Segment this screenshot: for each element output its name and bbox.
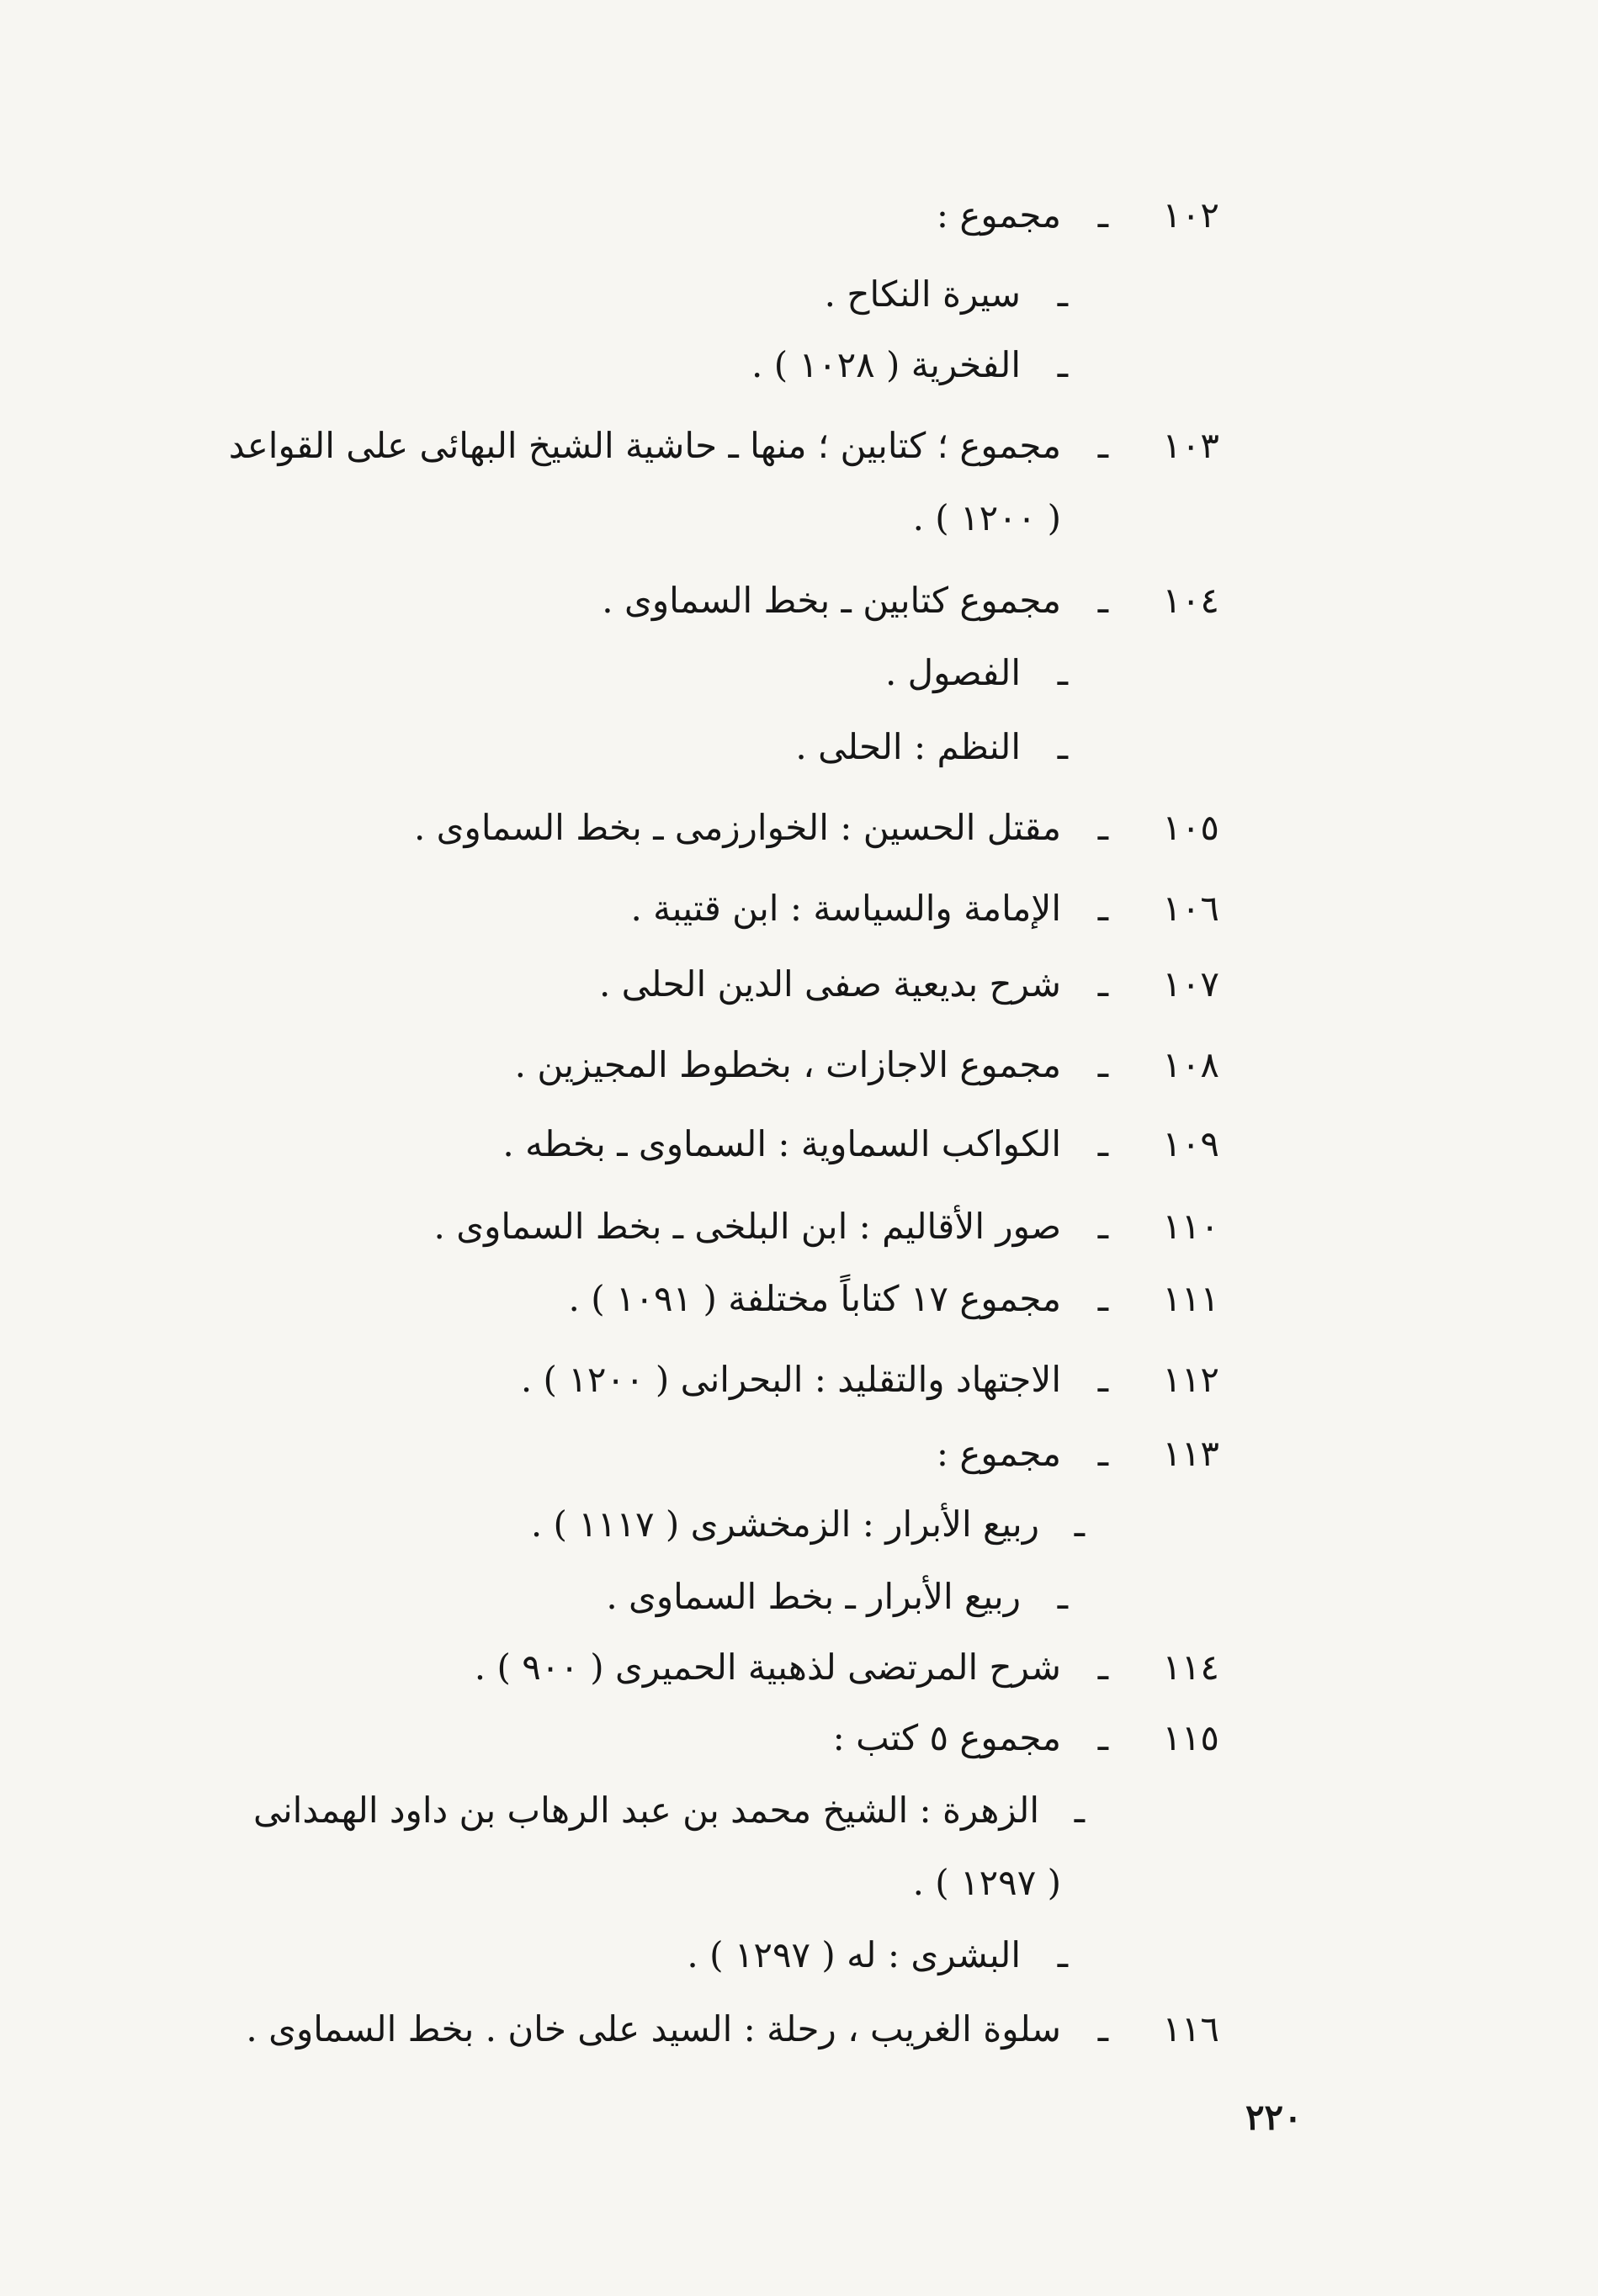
entry-105 [194, 793, 1219, 863]
entry-104-item-2 [194, 712, 1219, 782]
item-dash: ـ [1074, 1790, 1085, 1831]
entry-title: مجموع : [936, 194, 1061, 236]
entry-number: ١١٣ [1162, 1433, 1219, 1474]
entry-dash: ـ [1097, 1646, 1108, 1688]
page-number: ٢٢٠ [1245, 2097, 1303, 2138]
entry-number: ١٠٥ [1162, 807, 1219, 848]
entry-title: شرح بديعية صفى الدين الحلى . [598, 963, 1061, 1005]
entry-number: ١٠٦ [1162, 888, 1219, 929]
entry-dash: ـ [1097, 1123, 1108, 1164]
entry-116 [194, 1994, 1219, 2065]
entry-113-item-1 [194, 1489, 1219, 1560]
entry-dash: ـ [1097, 1359, 1108, 1400]
entry-dash: ـ [1097, 1278, 1108, 1319]
entry-112 [194, 1344, 1219, 1415]
entry-110 [194, 1191, 1219, 1262]
entry-title: مجموع الاجازات ، بخطوط المجيزين . [514, 1044, 1061, 1085]
entry-113-item-2 [194, 1562, 1219, 1632]
entry-number: ١١٥ [1162, 1717, 1219, 1758]
entry-102-item-1 [194, 259, 1219, 330]
entry-number: ١٠٢ [1162, 194, 1219, 236]
entry-title: الإمامة والسياسة : ابن قتيبة . [630, 888, 1061, 929]
entry-dash: ـ [1097, 580, 1108, 621]
entry-number: ١٠٤ [1162, 580, 1219, 621]
entry-title: مجموع ١٧ كتاباً مختلفة ( ١٠٩١ ) . [568, 1278, 1061, 1319]
entry-106 [194, 873, 1219, 944]
entry-title: صور الأقاليم : ابن البلخى ـ بخط السماوى . [433, 1206, 1061, 1247]
entry-dash: ـ [1097, 1044, 1108, 1085]
entry-107 [194, 949, 1219, 1020]
entry-number: ١١٠ [1162, 1206, 1219, 1247]
item-title: الفخرية ( ١٠٢٨ ) . [751, 344, 1021, 385]
entry-number: ١١٢ [1162, 1359, 1219, 1400]
item-dash: ـ [1057, 1576, 1068, 1617]
entry-title: مجموع : [936, 1433, 1061, 1474]
entry-title: شرح المرتضى لذهبية الحميرى ( ٩٠٠ ) . [474, 1646, 1061, 1688]
entry-number: ١٠٧ [1162, 963, 1219, 1005]
entry-114 [194, 1632, 1219, 1703]
entry-number: ١٠٩ [1162, 1123, 1219, 1164]
entry-104 [194, 565, 1219, 636]
entry-dash: ـ [1097, 963, 1108, 1005]
item-title: ربيع الأبرار : الزمخشرى ( ١١١٧ ) . [530, 1503, 1039, 1545]
entry-102 [194, 180, 1219, 251]
entry-113 [194, 1418, 1219, 1489]
entry-111 [194, 1264, 1219, 1334]
item-title: الفصول . [884, 652, 1021, 693]
item-dash: ـ [1057, 344, 1068, 385]
entry-103-continuation [194, 483, 1219, 554]
entry-title: الكواكب السماوية : السماوى ـ بخطه . [502, 1123, 1061, 1164]
item-dash: ـ [1057, 726, 1068, 767]
entry-title: الاجتهاد والتقليد : البحرانى ( ١٢٠٠ ) . [520, 1359, 1061, 1400]
entry-dash: ـ [1097, 807, 1108, 848]
entry-103 [194, 411, 1219, 481]
entry-115-item-1 [194, 1775, 1219, 1846]
entry-115-item-1-continuation [194, 1848, 1219, 1918]
entry-dash: ـ [1097, 888, 1108, 929]
entry-115 [194, 1703, 1219, 1774]
entry-number: ١١٦ [1162, 2008, 1219, 2049]
entry-title: سلوة الغريب ، رحلة : السيد على خان . بخط السماوى . [246, 2008, 1061, 2049]
item-title: ربيع الأبرار ـ بخط السماوى . [606, 1576, 1021, 1617]
entry-dash: ـ [1097, 1717, 1108, 1758]
item-dash: ـ [1057, 652, 1068, 693]
entry-104-item-1 [194, 638, 1219, 708]
entry-title: مجموع ٥ كتب : [832, 1717, 1061, 1758]
entry-number: ١٠٨ [1162, 1044, 1219, 1085]
entry-dash: ـ [1097, 1433, 1108, 1474]
entry-title-continuation: ( ١٢٠٠ ) . [912, 497, 1061, 538]
entry-109 [194, 1109, 1219, 1180]
entry-102-item-2 [194, 330, 1219, 400]
entry-number: ١١١ [1162, 1278, 1219, 1319]
item-title: النظم : الحلى . [795, 726, 1021, 767]
entry-dash: ـ [1097, 194, 1108, 236]
item-title: سيرة النكاح . [824, 273, 1021, 315]
entry-dash: ـ [1097, 1206, 1108, 1247]
item-title: البشرى : له ( ١٢٩٧ ) . [687, 1934, 1021, 1975]
entry-title: مجموع كتابين ـ بخط السماوى . [602, 580, 1061, 621]
item-title: الزهرة : الشيخ محمد بن عبد الرهاب بن داود الهمدانى [252, 1790, 1039, 1831]
entry-dash: ـ [1097, 425, 1108, 466]
entry-108 [194, 1030, 1219, 1100]
entry-number: ١١٤ [1162, 1646, 1219, 1688]
entry-dash: ـ [1097, 2008, 1108, 2049]
item-dash: ـ [1074, 1503, 1085, 1545]
entry-115-item-2 [194, 1920, 1219, 1991]
entry-title: مجموع ؛ كتابين ؛ منها ـ حاشية الشيخ البهائى على القواعد [228, 425, 1061, 466]
item-title-continuation: ( ١٢٩٧ ) . [912, 1862, 1061, 1903]
entry-title: مقتل الحسين : الخوارزمى ـ بخط السماوى . [413, 807, 1061, 848]
entry-number: ١٠٣ [1162, 425, 1219, 466]
item-dash: ـ [1057, 273, 1068, 315]
item-dash: ـ [1057, 1934, 1068, 1975]
